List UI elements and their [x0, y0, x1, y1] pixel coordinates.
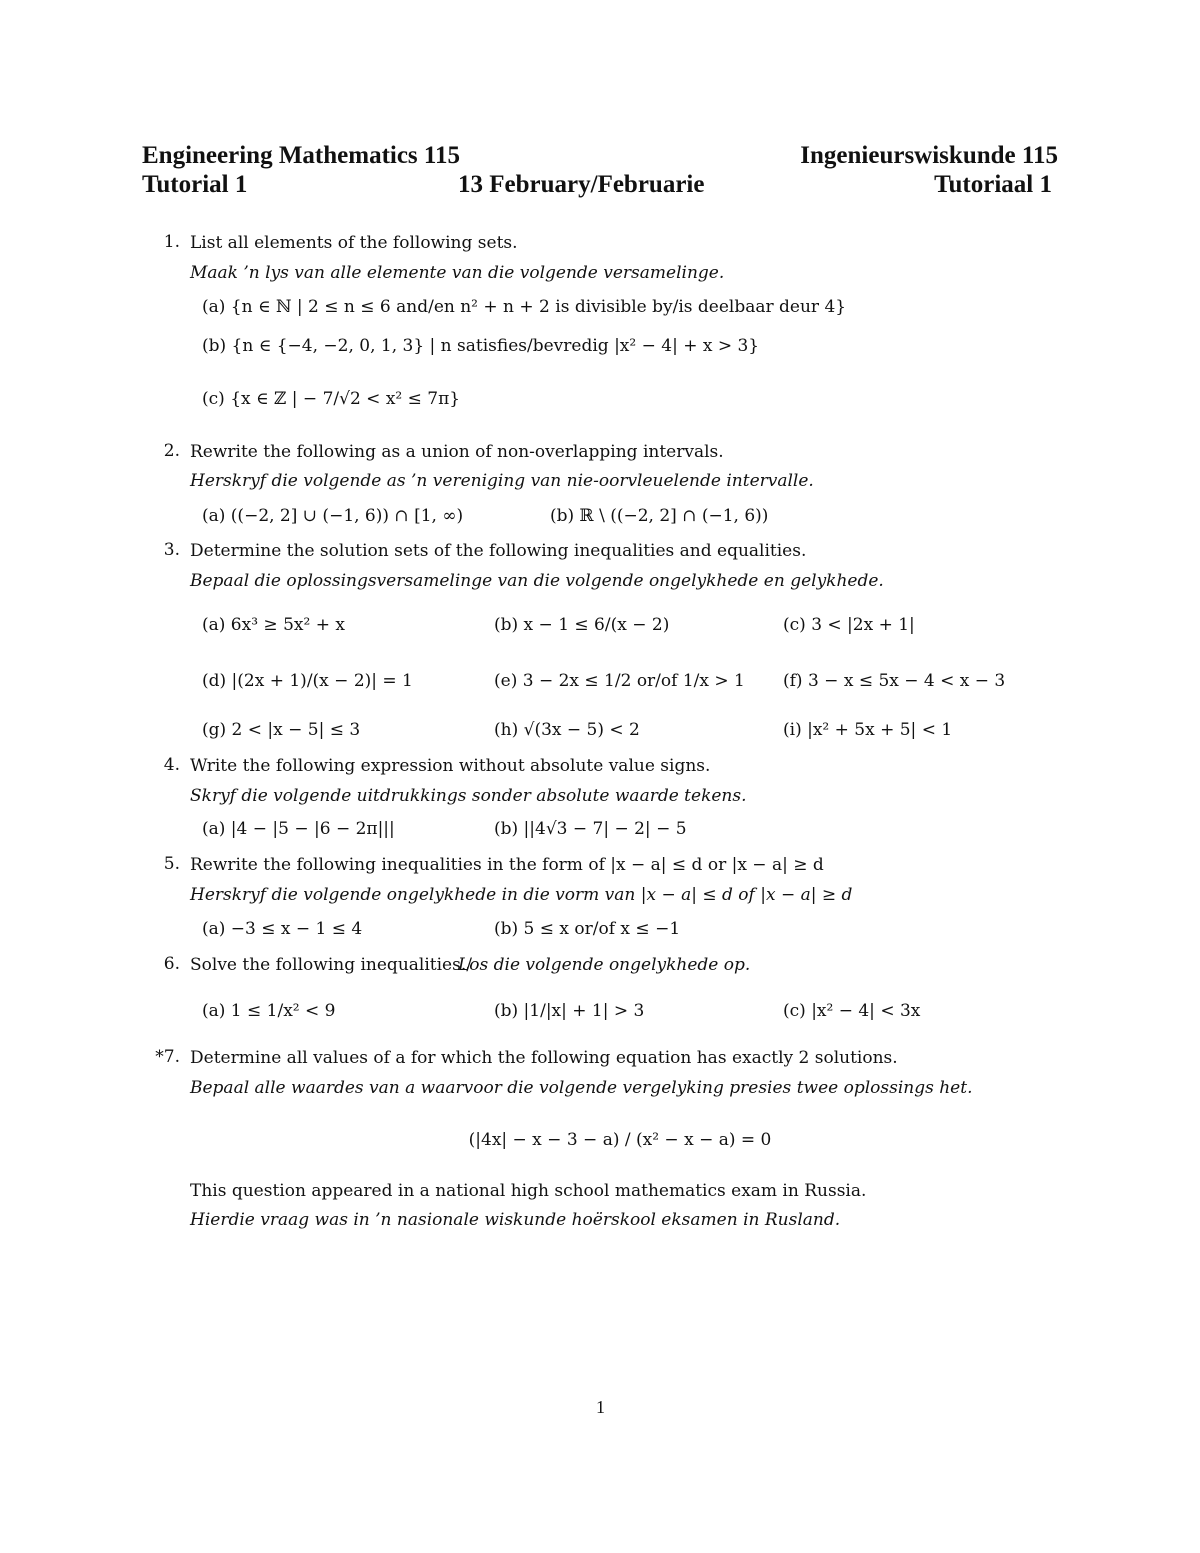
course-title-en: Engineering Mathematics 115	[142, 142, 461, 169]
question-part: (a) ((−2, 2] ∪ (−1, 6)) ∩ [1, ∞)	[202, 506, 464, 526]
question-text-en: Rewrite the following inequalities in the form of |x − a| ≤ d or |x − a| ≥ d	[190, 855, 824, 875]
question-number: 4.	[163, 755, 180, 775]
question-text-af: Herskryf die volgende ongelykhede in die vorm van |x − a| ≤ d of |x − a| ≥ d	[190, 885, 853, 905]
question-part: (b) ℝ \ ((−2, 2] ∩ (−1, 6))	[550, 506, 769, 526]
question-number: 1.	[163, 232, 180, 252]
note-af: Hierdie vraag was in ’n nasionale wiskunde hoërskool eksamen in Rusland.	[190, 1210, 841, 1230]
question-part: (a) |4 − |5 − |6 − 2π|||	[202, 819, 395, 839]
question-number: *7.	[155, 1047, 180, 1067]
question-number: 5.	[163, 854, 180, 874]
question-part: (b) ||4√3 − 7| − 2| − 5	[494, 819, 687, 839]
tutorial-label-af: Tutoriaal 1	[934, 171, 1052, 198]
question-text-af: Bepaal alle waardes van a waarvoor die volgende vergelyking presies twee oplossings het.	[190, 1078, 973, 1098]
tutorial-date: 13 February/Februarie	[458, 171, 705, 198]
question-number: 6.	[163, 954, 180, 974]
question-part: (f) 3 − x ≤ 5x − 4 < x − 3	[783, 671, 1006, 691]
question-part: (d) |(2x + 1)/(x − 2)| = 1	[202, 671, 413, 691]
question-part: (a) −3 ≤ x − 1 ≤ 4	[202, 919, 363, 939]
question-number: 2.	[163, 441, 180, 461]
tutorial-label-en: Tutorial 1	[142, 171, 248, 198]
page-number: 1	[596, 1397, 605, 1417]
question-part: (b) 5 ≤ x or/of x ≤ −1	[494, 919, 681, 939]
question-text-af: Maak ’n lys van alle elemente van die volgende versamelinge.	[190, 263, 725, 283]
question-part: (g) 2 < |x − 5| ≤ 3	[202, 720, 361, 740]
question-text-af: Herskryf die volgende as ’n vereniging van nie-oorvleuelende intervalle.	[190, 471, 814, 491]
question-part: (i) |x² + 5x + 5| < 1	[783, 720, 953, 740]
equation: (|4x| − x − 3 − a) / (x² − x − a) = 0	[468, 1130, 772, 1150]
question-part: (e) 3 − 2x ≤ 1/2 or/of 1/x > 1	[494, 671, 745, 691]
note-en: This question appeared in a national high school mathematics exam in Russia.	[190, 1181, 867, 1201]
question-text-en: Rewrite the following as a union of non-overlapping intervals.	[190, 442, 724, 462]
question-part: (a) {n ∈ ℕ | 2 ≤ n ≤ 6 and/en n² + n + 2 is divisible by/is deelbaar deur 4}	[202, 297, 847, 317]
question-part: (a) 1 ≤ 1/x² < 9	[202, 1001, 336, 1021]
course-title-af: Ingenieurswiskunde 115	[800, 142, 1058, 169]
question-part: (c) {x ∈ ℤ | − 7/√2 < x² ≤ 7π}	[202, 389, 461, 409]
question-part: (b) x − 1 ≤ 6/(x − 2)	[494, 615, 670, 635]
question-text-af: Los die volgende ongelykhede op.	[458, 955, 751, 975]
question-text-en: Determine all values of a for which the following equation has exactly 2 solutions.	[190, 1048, 898, 1068]
question-part: (a) 6x³ ≥ 5x² + x	[202, 615, 345, 635]
question-part: (b) |1/|x| + 1| > 3	[494, 1001, 645, 1021]
question-part: (c) |x² − 4| < 3x	[783, 1001, 921, 1021]
question-text-en: Solve the following inequalities./	[190, 955, 472, 975]
question-text-en: Determine the solution sets of the following inequalities and equalities.	[190, 541, 807, 561]
question-part: (c) 3 < |2x + 1|	[783, 615, 915, 635]
question-text-en: List all elements of the following sets.	[190, 233, 518, 253]
question-text-af: Skryf die volgende uitdrukkings sonder absolute waarde tekens.	[190, 786, 747, 806]
question-part: (b) {n ∈ {−4, −2, 0, 1, 3} | n satisfies/bevredig |x² − 4| + x > 3}	[202, 336, 760, 356]
question-number: 3.	[163, 540, 180, 560]
question-text-af: Bepaal die oplossingsversamelinge van die volgende ongelykhede en gelykhede.	[190, 571, 884, 591]
question-part: (h) √(3x − 5) < 2	[494, 720, 640, 740]
question-text-en: Write the following expression without absolute value signs.	[190, 756, 711, 776]
